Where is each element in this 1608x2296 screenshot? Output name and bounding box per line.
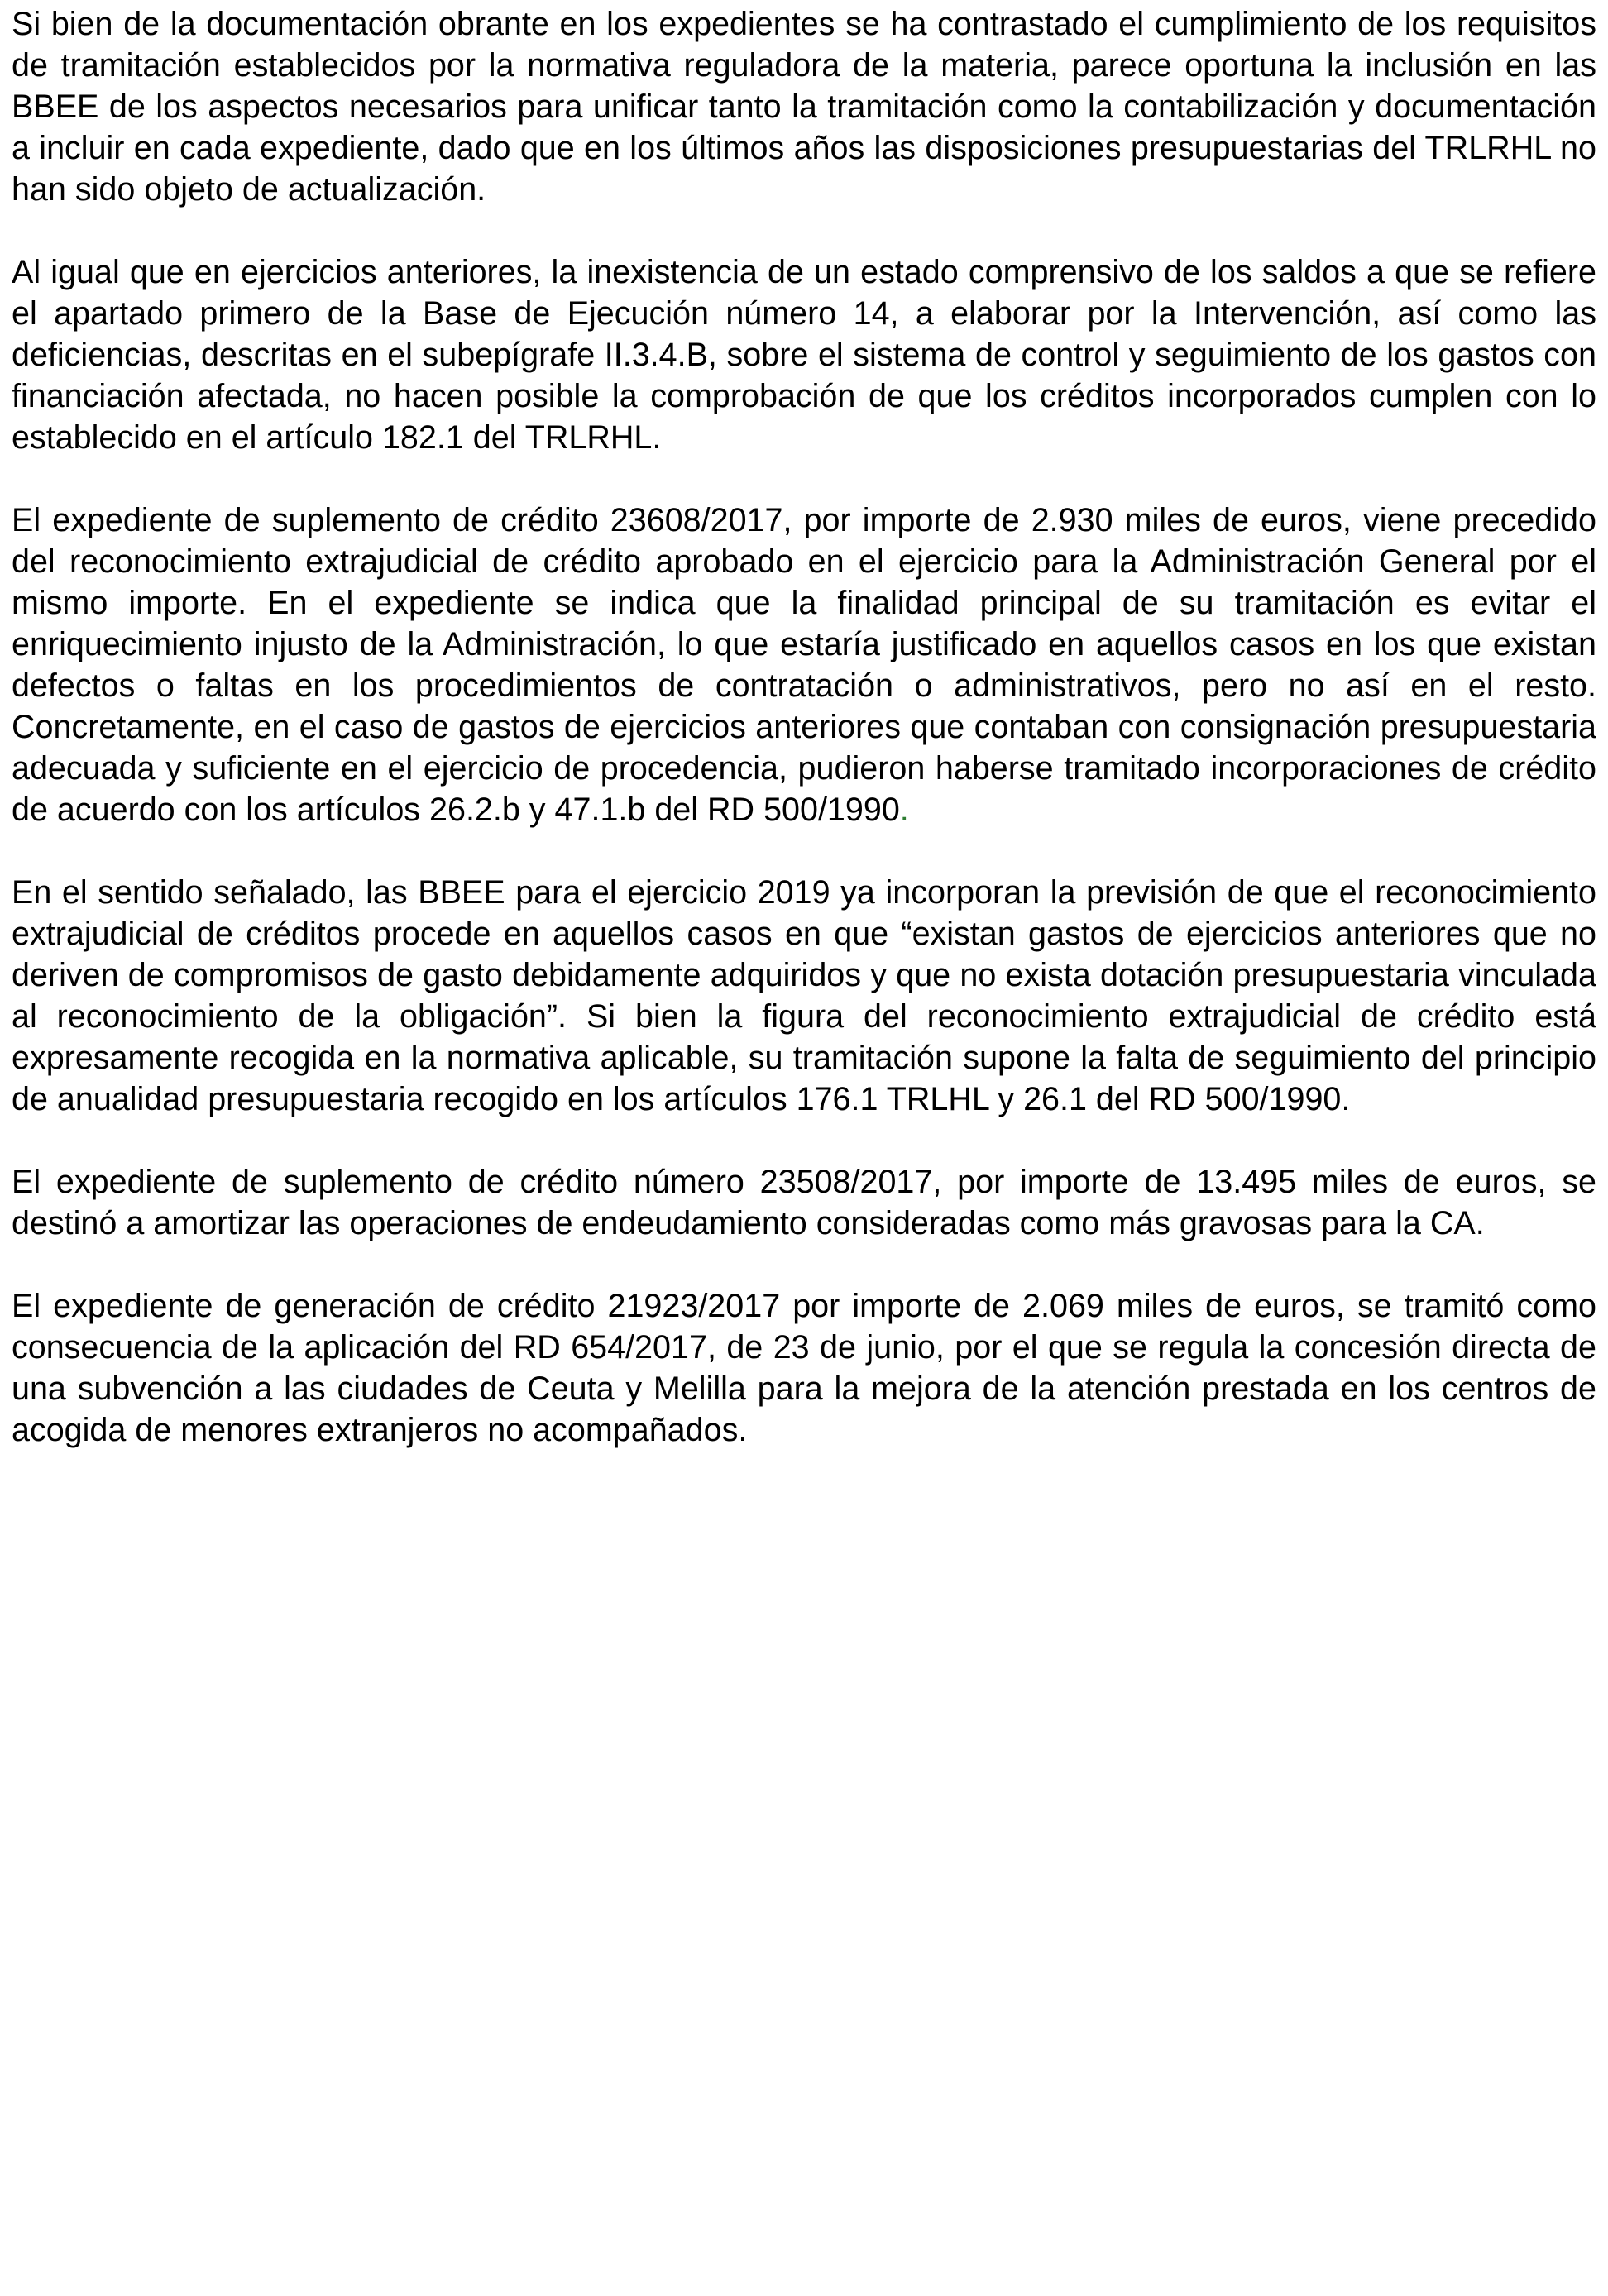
paragraph-documentacion [12, 3, 1596, 210]
paragraph-text: El expediente de suplemento de crédito 23608/2017, por importe de 2.930 miles de euros, viene precedido del reconocimiento extrajudicial de crédito aprobado en el ejercicio para la Administración General por el mismo importe. En el expediente se indica que la finalidad principal de su tramitación es evitar el enriquecimiento injusto de la Administración, lo que estaría justificado en aquellos casos en los que existan defectos o faltas en los procedimientos de contratación o administrativos, pero no así en el resto. Concretamente, en el caso de gastos de ejercicios anteriores que contaban con consignación presupuestaria adecuada y suficiente en el ejercicio de procedencia, pudieron haberse tramitado incorporaciones de crédito de acuerdo con los artículos 26.2.b y 47.1.b del RD 500/1990 [12, 502, 1596, 828]
paragraph-incorporaciones [12, 251, 1596, 458]
paragraph-suplemento-23508 [12, 1161, 1596, 1244]
paragraph-text: Al igual que en ejercicios anteriores, la inexistencia de un estado comprensivo de los saldos a que se refiere el apartado primero de la Base de Ejecución número 14, a elaborar por la Intervención, así como las deficiencias, descritas en el subepígrafe II.3.4.B, sobre el sistema de control y seguimiento de los gastos con financiación afectada, no hacen posible la comprobación de que los créditos incorporados cumplen con lo establecido en el artículo 182.1 del TRLRHL. [12, 254, 1596, 456]
paragraph-generacion-21923 [12, 1285, 1596, 1451]
paragraph-end-mark: . [899, 792, 909, 828]
paragraph-text: En el sentido señalado, las BBEE para el ejercicio 2019 ya incorporan la previsión de que el reconocimiento extrajudicial de créditos procede en aquellos casos en que “existan gastos de ejercicios anteriores que no deriven de compromisos de gasto debidamente adquiridos y que no exista dotación presupuestaria vinculada al reconocimiento de la obligación”. Si bien la figura del reconocimiento extrajudicial de crédito está expresamente recogida en la normativa aplicable, su tramitación supone la falta de seguimiento del principio de anualidad presupuestaria recogido en los artículos 176.1 TRLHL y 26.1 del RD 500/1990. [12, 874, 1596, 1117]
paragraph-text: Si bien de la documentación obrante en los expedientes se ha contrastado el cumplimiento de los requisitos de tramitación establecidos por la normativa reguladora de la materia, parece oportuna la inclusión en las BBEE de los aspectos necesarios para unificar tanto la tramitación como la contabilización y documentación a incluir en cada expediente, dado que en los últimos años las disposiciones presupuestarias del TRLRHL no han sido objeto de actualización. [12, 6, 1596, 208]
paragraph-reconocimiento-extrajudicial [12, 872, 1596, 1120]
document-page [12, 3, 1596, 1451]
paragraph-suplemento-23608 [12, 500, 1596, 830]
paragraph-text: El expediente de generación de crédito 21923/2017 por importe de 2.069 miles de euros, se tramitó como consecuencia de la aplicación del RD 654/2017, de 23 de junio, por el que se regula la concesión directa de una subvención a las ciudades de Ceuta y Melilla para la mejora de la atención prestada en los centros de acogida de menores extranjeros no acompañados. [12, 1288, 1596, 1448]
paragraph-text: El expediente de suplemento de crédito número 23508/2017, por importe de 13.495 miles de euros, se destinó a amortizar las operaciones de endeudamiento consideradas como más gravosas para la CA. [12, 1164, 1596, 1241]
